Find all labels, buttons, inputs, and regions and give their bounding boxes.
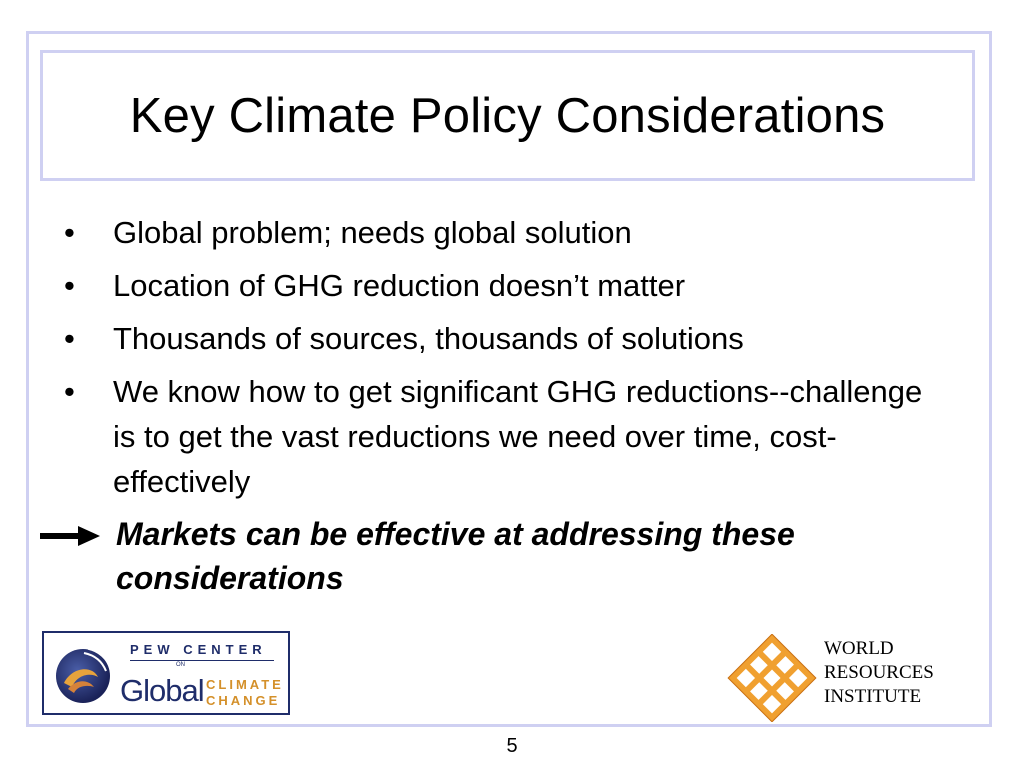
pew-change-text: CHANGE bbox=[206, 693, 281, 708]
wri-line-2: RESOURCES bbox=[824, 662, 934, 683]
wri-line-1: WORLD bbox=[824, 638, 894, 659]
bullet-list bbox=[62, 210, 942, 512]
conclusion-text: Markets can be effective at addressing these considerations bbox=[116, 516, 795, 596]
bullet-item bbox=[62, 210, 942, 255]
bullet-item bbox=[62, 263, 942, 308]
pew-center-logo bbox=[42, 631, 290, 715]
bullet-glyph: • bbox=[64, 215, 75, 250]
bullet-glyph: • bbox=[64, 321, 75, 356]
page-number: 5 bbox=[506, 735, 518, 757]
pew-on-text: ON bbox=[176, 662, 185, 668]
bullet-text: Thousands of sources, thousands of solutions bbox=[113, 321, 744, 356]
bullet-text: We know how to get significant GHG reductions--challenge is to get the vast reductions we need over time, cost-effectively bbox=[113, 374, 923, 499]
bullet-text: Location of GHG reduction doesn’t matter bbox=[113, 268, 686, 303]
pew-climate-text: CLIMATE bbox=[206, 677, 284, 692]
bullet-text: Global problem; needs global solution bbox=[113, 215, 632, 250]
globe-swirl-icon bbox=[54, 647, 112, 705]
wri-wordmark bbox=[824, 637, 934, 709]
bullet-glyph: • bbox=[64, 268, 75, 303]
bullet-item bbox=[62, 369, 942, 504]
conclusion bbox=[40, 512, 960, 600]
slide-title: Key Climate Policy Considerations bbox=[129, 88, 886, 143]
bullet-glyph: • bbox=[64, 374, 75, 409]
pew-center-text: PEW CENTER bbox=[130, 642, 267, 657]
divider bbox=[130, 660, 274, 661]
title-box bbox=[40, 50, 975, 181]
pew-global-text: Global bbox=[120, 673, 204, 708]
arrow-right-icon bbox=[40, 512, 116, 600]
wri-knot-icon bbox=[724, 634, 820, 722]
wri-line-3: INSTITUTE bbox=[824, 686, 922, 707]
bullet-item bbox=[62, 316, 942, 361]
